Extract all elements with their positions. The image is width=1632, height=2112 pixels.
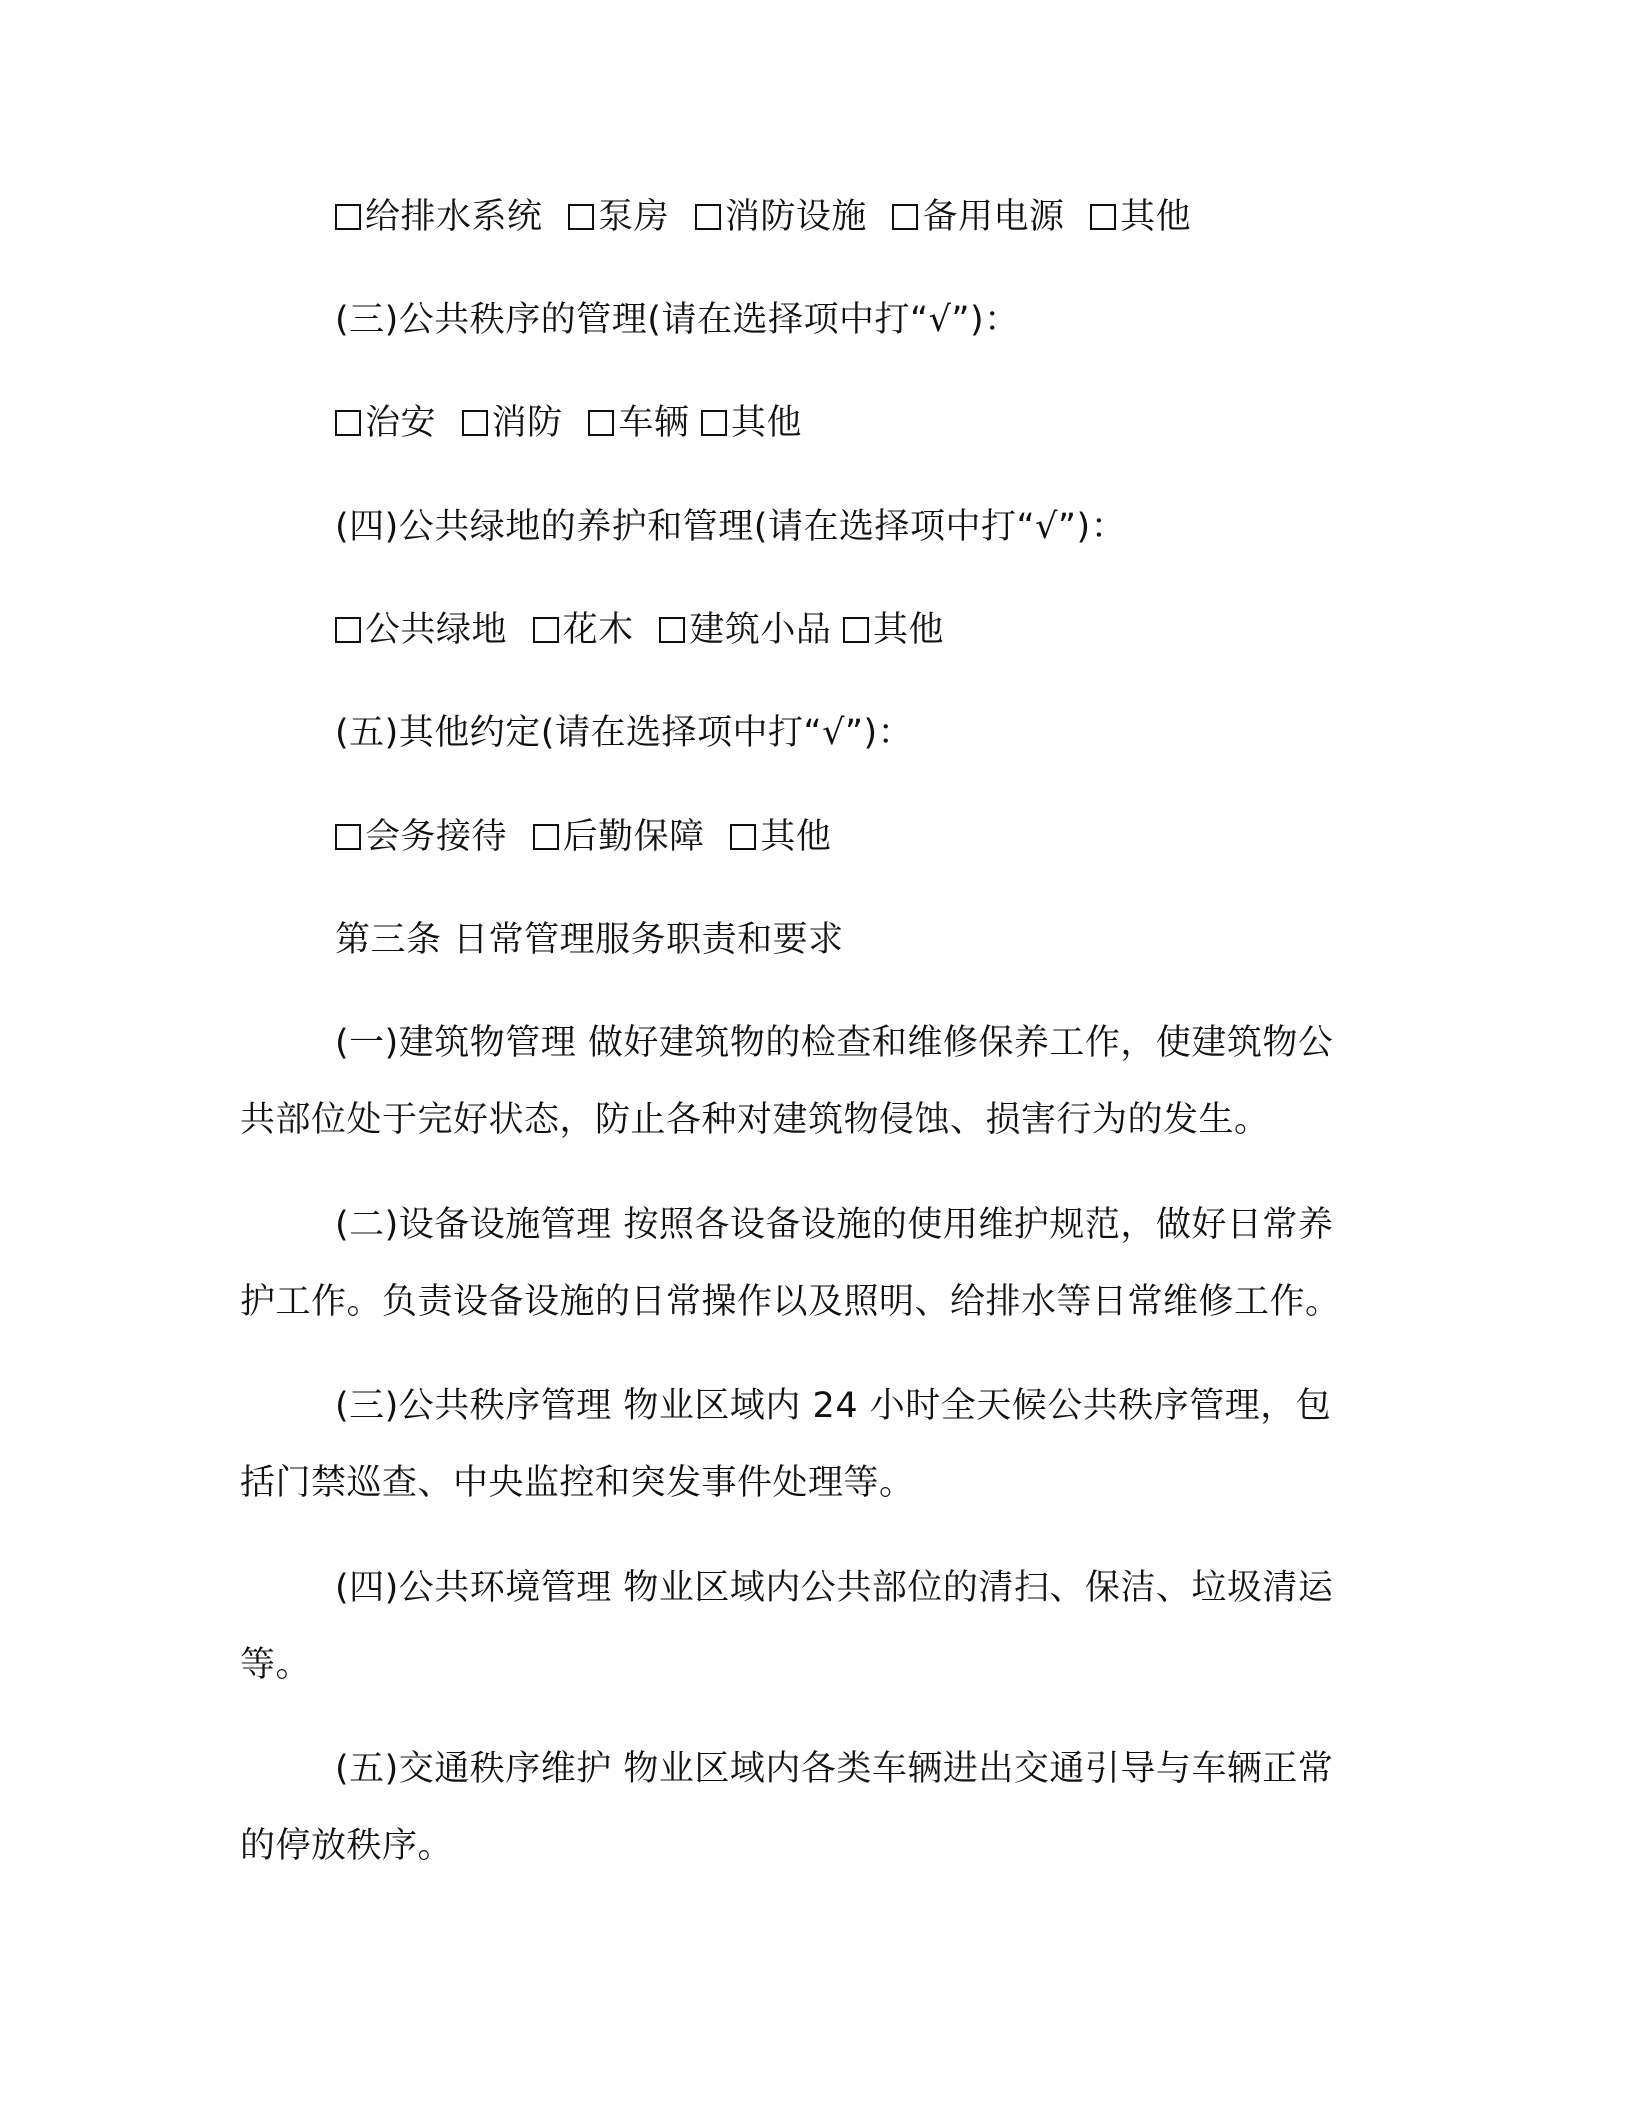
option-vehicles[interactable]: 车辆 xyxy=(588,398,689,448)
paragraph-3-line-1: (三)公共秩序管理 物业区域内 24 小时全天候公共秩序管理，包 xyxy=(335,1386,1332,1426)
option-landscape-features[interactable]: 建筑小品 xyxy=(659,605,831,655)
checkbox-icon[interactable] xyxy=(1090,204,1116,230)
paragraph-1-line-2: 共部位处于完好状态，防止各种对建筑物侵蚀、损害行为的发生。 xyxy=(240,1100,1270,1140)
option-pump-room[interactable]: 泵房 xyxy=(568,192,669,242)
option-fire-facilities[interactable]: 消防设施 xyxy=(695,192,867,242)
checkbox-icon[interactable] xyxy=(335,824,361,850)
checkbox-icon[interactable] xyxy=(588,410,614,436)
paragraph-2-line-1: (二)设备设施管理 按照各设备设施的使用维护规范，做好日常养 xyxy=(335,1205,1334,1245)
section-3-heading: (三)公共秩序的管理(请在选择项中打“√”)： xyxy=(335,300,1020,340)
checkbox-icon[interactable] xyxy=(533,617,559,643)
option-fire-control[interactable]: 消防 xyxy=(462,398,563,448)
option-other[interactable]: 其他 xyxy=(730,812,831,862)
paragraph-2-line-2: 护工作。负责设备设施的日常操作以及照明、给排水等日常维修工作。 xyxy=(240,1282,1341,1322)
paragraph-3-line-2: 括门禁巡查、中央监控和突发事件处理等。 xyxy=(240,1463,915,1503)
paragraph-5-line-1: (五)交通秩序维护 物业区域内各类车辆进出交通引导与车辆正常 xyxy=(335,1749,1334,1789)
checkbox-icon[interactable] xyxy=(730,824,756,850)
checkbox-icon[interactable] xyxy=(462,410,488,436)
section-5-heading: (五)其他约定(请在选择项中打“√”)： xyxy=(335,713,914,753)
checkbox-icon[interactable] xyxy=(335,617,361,643)
section-4-heading: (四)公共绿地的养护和管理(请在选择项中打“√”)： xyxy=(335,507,1127,547)
checkbox-row-water-systems xyxy=(335,192,1191,244)
checkbox-icon[interactable] xyxy=(335,410,361,436)
option-plants[interactable]: 花木 xyxy=(533,605,634,655)
option-backup-power[interactable]: 备用电源 xyxy=(892,192,1064,242)
checkbox-icon[interactable] xyxy=(568,204,594,230)
checkbox-row-green-space xyxy=(335,605,944,657)
checkbox-icon[interactable] xyxy=(701,410,727,436)
checkbox-icon[interactable] xyxy=(695,204,721,230)
paragraph-4-line-2: 等。 xyxy=(240,1645,312,1685)
option-reception[interactable]: 会务接待 xyxy=(335,812,507,862)
option-public-green[interactable]: 公共绿地 xyxy=(335,605,507,655)
option-water-supply[interactable]: 给排水系统 xyxy=(335,192,543,242)
option-other[interactable]: 其他 xyxy=(1090,192,1191,242)
paragraph-5-line-2: 的停放秩序。 xyxy=(240,1826,454,1866)
checkbox-row-other-agreements xyxy=(335,812,831,864)
option-other[interactable]: 其他 xyxy=(843,605,944,655)
checkbox-icon[interactable] xyxy=(659,617,685,643)
article-3-title: 第三条 日常管理服务职责和要求 xyxy=(335,920,844,960)
checkbox-icon[interactable] xyxy=(533,824,559,850)
paragraph-4-line-1: (四)公共环境管理 物业区域内公共部位的清扫、保洁、垃圾清运 xyxy=(335,1568,1334,1608)
checkbox-icon[interactable] xyxy=(335,204,361,230)
option-other[interactable]: 其他 xyxy=(701,398,802,448)
checkbox-row-public-order xyxy=(335,398,802,450)
checkbox-icon[interactable] xyxy=(843,617,869,643)
checkbox-icon[interactable] xyxy=(892,204,918,230)
option-logistics[interactable]: 后勤保障 xyxy=(533,812,705,862)
paragraph-1-line-1: (一)建筑物管理 做好建筑物的检查和维修保养工作，使建筑物公 xyxy=(335,1023,1334,1063)
option-security[interactable]: 治安 xyxy=(335,398,436,448)
